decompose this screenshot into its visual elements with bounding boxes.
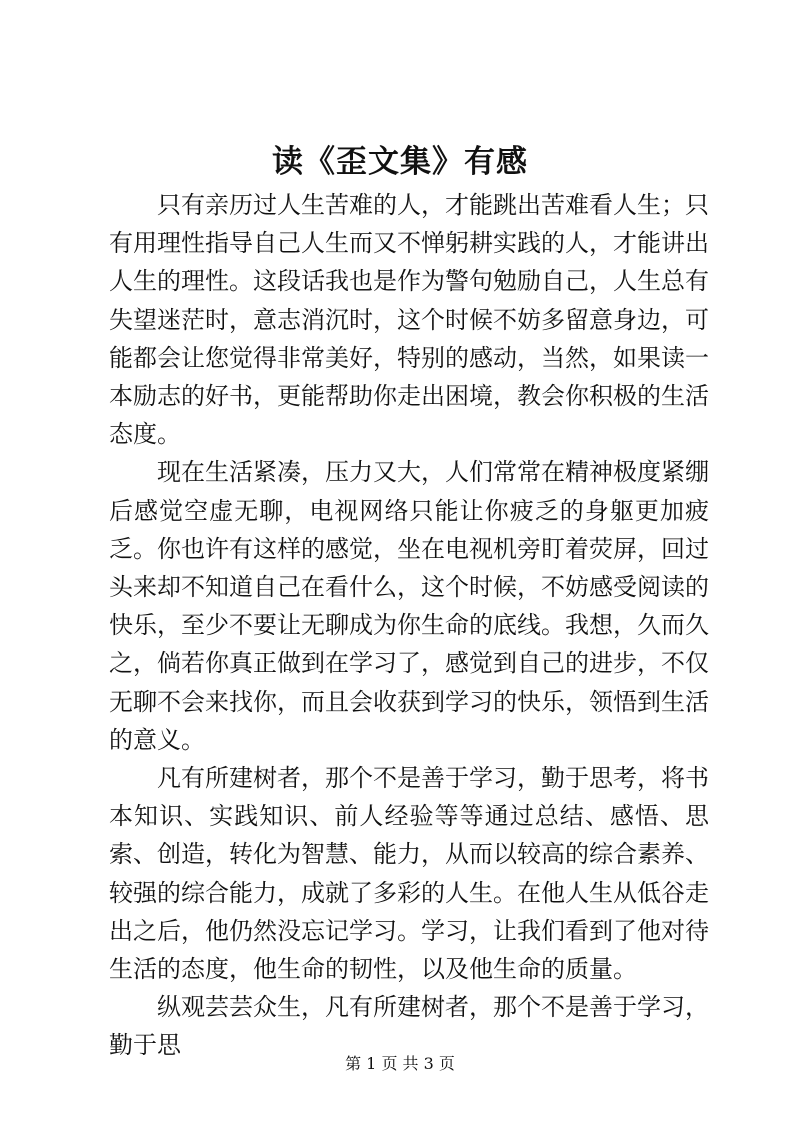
page-footer: 第 1 页 共 3 页 [345,1054,455,1073]
document-body [109,186,709,1065]
document-title: 读《歪文集》有感 [272,144,528,180]
paragraph-2: 现在生活紧凑，压力又大，人们常常在精神极度紧绷后感觉空虚无聊，电视网络只能让你疲乏的身躯更加疲乏。你也许有这样的感觉，坐在电视机旁盯着荧屏，回过头来却不知道自己在看什么，这个时候，不妨感受阅读的快乐，至少不要让无聊成为你生命的底线。我想，久而久之，倘若你真正做到在学习了，感觉到自己的进步，不仅无聊不会来找你，而且会收获到学习的快乐，领悟到生活的意义。 [109,458,709,754]
paragraph-3: 凡有所建树者，那个不是善于学习，勤于思考，将书本知识、实践知识、前人经验等等通过总结、感悟、思索、创造，转化为智慧、能力，从而以较高的综合素养、较强的综合能力，成就了多彩的人生。在他人生从低谷走出之后，他仍然没忘记学习。学习，让我们看到了他对待生活的态度，他生命的韧性，以及他生命的质量。 [109,764,709,984]
paragraph-4: 纵观芸芸众生，凡有所建树者，那个不是善于学习，勤于思 [109,993,709,1060]
paragraph-1: 只有亲历过人生苦难的人，才能跳出苦难看人生；只有用理性指导自己人生而又不惮躬耕实践的人，才能讲出人生的理性。这段话我也是作为警句勉励自己，人生总有失望迷茫时，意志消沉时，这个时候不妨多留意身边，可能都会让您觉得非常美好，特别的感动，当然，如果读一本励志的好书，更能帮助你走出困境，教会你积极的生活态度。 [109,191,709,449]
